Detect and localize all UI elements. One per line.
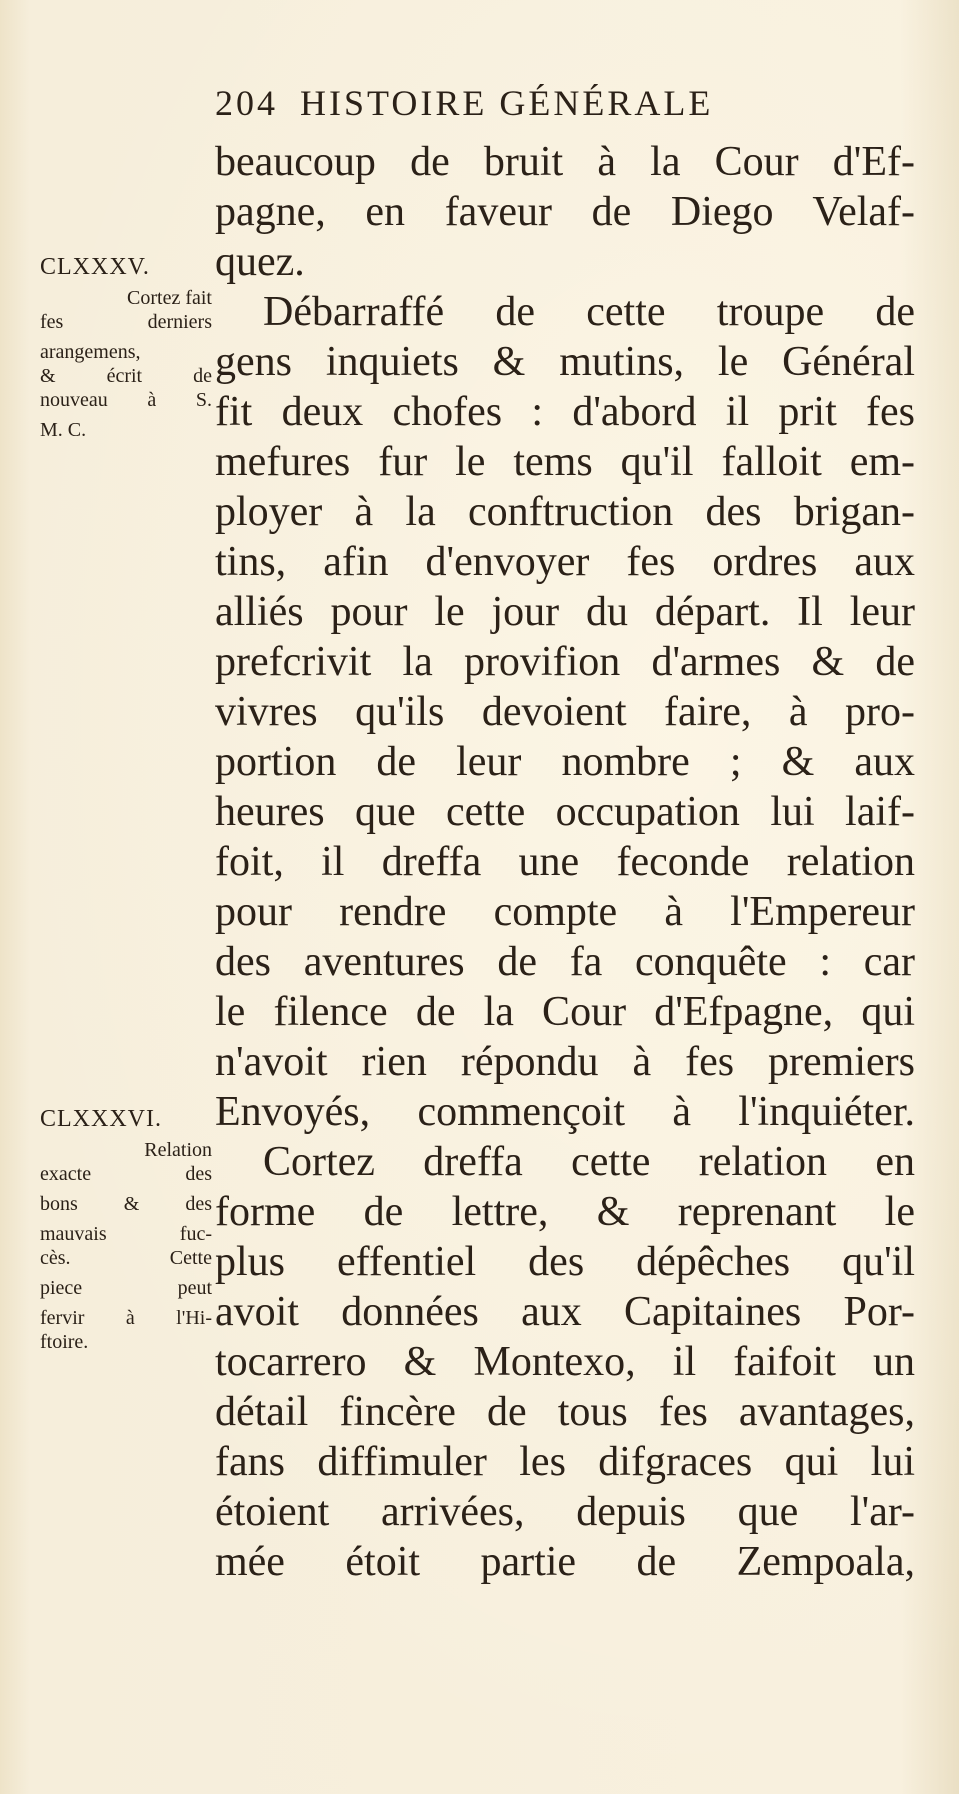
text-line: portion de leur nombre ; & aux (215, 739, 915, 785)
margin-note-line: piece peut (40, 1277, 212, 1299)
text-line: Envoyés, commençoit à l'inquiéter. (215, 1089, 915, 1135)
text-line: n'avoit rien répondu à fes premiers (215, 1039, 915, 1085)
text-line: Débarraffé de cette troupe de (263, 289, 915, 335)
margin-note-number: CLXXXV. (40, 254, 150, 280)
text-line: détail fincère de tous fes avantages, (215, 1389, 915, 1435)
margin-note-line: & écrit de (40, 365, 212, 387)
text-line: alliés pour le jour du départ. Il leur (215, 589, 915, 635)
text-line: mée étoit partie de Zempoala, (215, 1539, 915, 1585)
text-line: des aventures de fa conquête : car (215, 939, 915, 985)
text-line: mefures fur le tems qu'il falloit em- (215, 439, 915, 485)
margin-note-line: bons & des (40, 1193, 212, 1215)
text-line: fit deux chofes : d'abord il prit fes (215, 389, 915, 435)
text-line: beaucoup de bruit à la Cour d'Ef- (215, 139, 915, 185)
text-line: gens inquiets & mutins, le Général (215, 339, 915, 385)
text-line: pour rendre compte à l'Empereur (215, 889, 915, 935)
text-line: pagne, en faveur de Diego Velaf- (215, 189, 915, 235)
margin-note-line: fervir à l'Hi- (40, 1307, 212, 1329)
text-line: quez. (215, 239, 305, 285)
margin-note-line: mauvais fuc- (40, 1223, 212, 1245)
text-line: vivres qu'ils devoient faire, à pro- (215, 689, 915, 735)
margin-note-line: arangemens, (40, 341, 141, 363)
margin-note-line: M. C. (40, 419, 87, 441)
text-line: prefcrivit la provifion d'armes & de (215, 639, 915, 685)
text-line: ployer à la conftruction des brigan- (215, 489, 915, 535)
text-line: forme de lettre, & reprenant le (215, 1189, 915, 1235)
margin-note-line: nouveau à S. (40, 389, 212, 411)
page-number: 204 (215, 83, 278, 123)
text-line: tins, afin d'envoyer fes ordres aux (215, 539, 915, 585)
running-head (215, 82, 915, 132)
margin-note-line: Relation (144, 1139, 212, 1161)
text-line: plus effentiel des dépêches qu'il (215, 1239, 915, 1285)
text-line: le filence de la Cour d'Efpagne, qui (215, 989, 915, 1035)
text-line: étoient arrivées, depuis que l'ar- (215, 1489, 915, 1535)
margin-note-line: Cortez fait (127, 287, 212, 309)
text-line: fans diffimuler les difgraces qui lui (215, 1439, 915, 1485)
text-line: heures que cette occupation lui laif- (215, 789, 915, 835)
text-line: foit, il dreffa une feconde relation (215, 839, 915, 885)
margin-note-line: exacte des (40, 1163, 212, 1185)
running-title: HISTOIRE GÉNÉRALE (300, 83, 714, 123)
text-line: avoit données aux Capitaines Por- (215, 1289, 915, 1335)
margin-note-line: cès. Cette (40, 1247, 212, 1269)
margin-note-line: ftoire. (40, 1331, 89, 1353)
text-line: Cortez dreffa cette relation en (263, 1139, 915, 1185)
text-line: tocarrero & Montexo, il faifoit un (215, 1339, 915, 1385)
margin-note-number: CLXXXVI. (40, 1106, 162, 1132)
margin-note-line: fes derniers (40, 311, 212, 333)
